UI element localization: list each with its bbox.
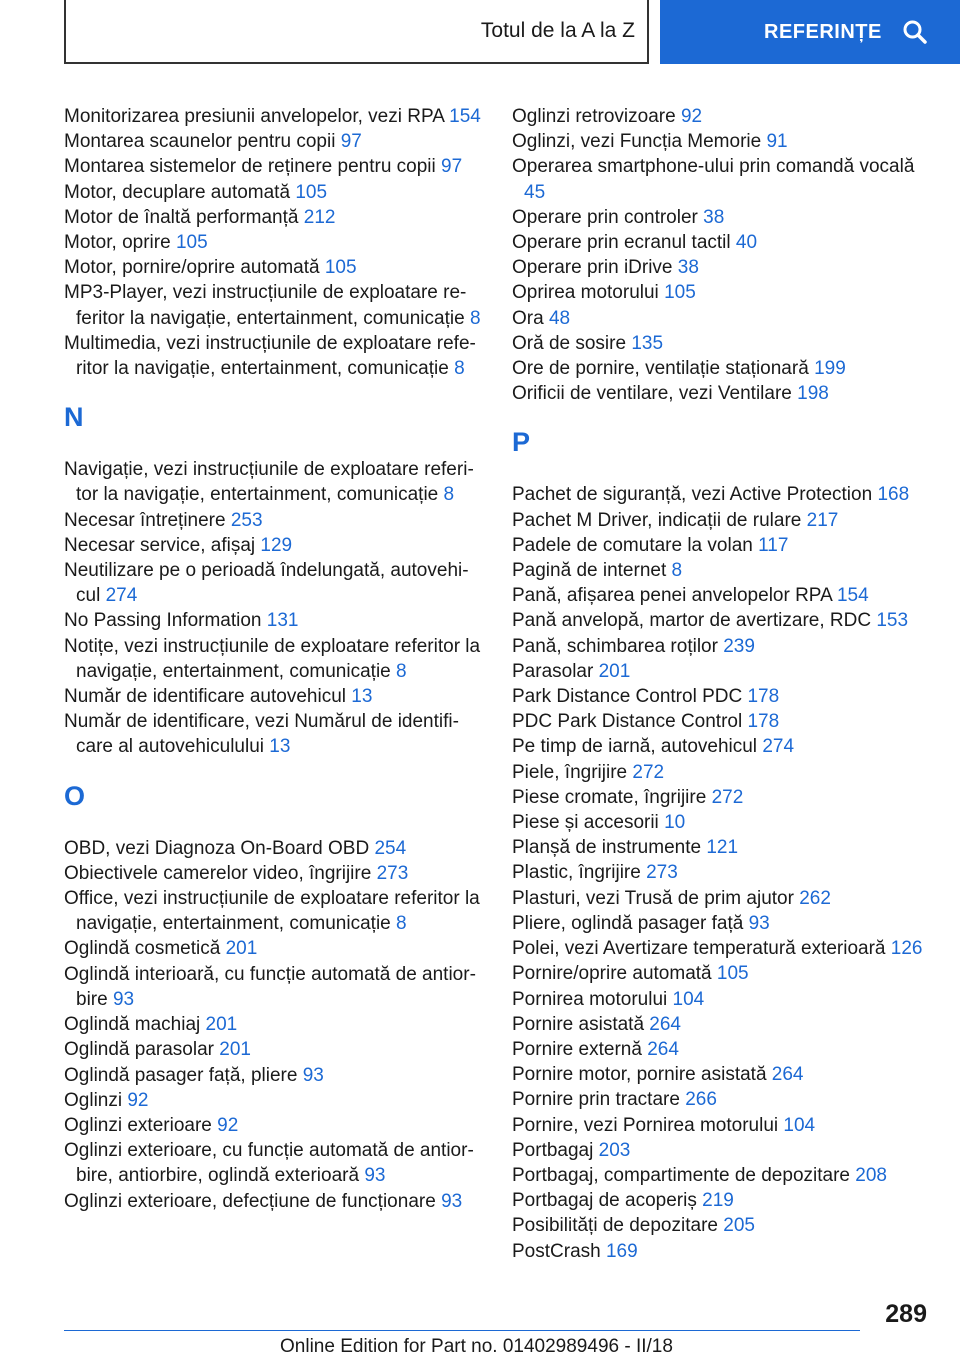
index-page-link[interactable]: 198 (797, 383, 829, 405)
index-entry-text: Planșă de instrumente (512, 837, 702, 859)
index-entry-text: Motor, oprire (64, 232, 171, 254)
index-entry-text: Padele de comutare la volan (512, 534, 753, 556)
index-entry (512, 634, 932, 659)
index-entry (64, 1088, 484, 1113)
index-page-link[interactable]: 212 (303, 206, 336, 228)
index-entry-text: Număr de identificare autovehicul (64, 686, 346, 708)
index-entry-text: Operare prin ecranul tactil (512, 232, 731, 254)
index-entry (64, 684, 484, 709)
index-entry (64, 533, 484, 558)
index-entry-text: Portbagaj, compartimente de depozitare (512, 1164, 850, 1186)
index-page-link[interactable]: 121 (706, 837, 739, 859)
index-entry (512, 1163, 932, 1188)
index-page-link[interactable]: 273 (376, 862, 409, 884)
index-entry-text: PDC Park Distance Control (512, 711, 743, 733)
index-entry-text: Operarea smartphone-ului prin comandă vocală (512, 156, 915, 178)
index-page-link[interactable]: 273 (646, 862, 678, 884)
index-entry-text: Piele, îngrijire (512, 761, 628, 783)
index-page-link[interactable]: 266 (685, 1089, 717, 1111)
index-page-link[interactable]: 105 (175, 232, 208, 254)
index-entry-text: Pornire prin tractare (512, 1089, 680, 1111)
index-page-link[interactable]: 40 (735, 232, 758, 254)
index-page-link[interactable]: 117 (758, 534, 789, 556)
index-entry (64, 230, 484, 255)
index-entry-text: Pornire asistată (512, 1013, 645, 1035)
index-entry (64, 457, 484, 507)
index-entry (512, 760, 932, 785)
index-entry-text: Navigație, vezi instrucțiunile de exploatare referitor la navigație, entertainment, comunicație (64, 459, 474, 506)
index-entry-text: Pagină de internet (512, 560, 667, 582)
index-entry (64, 508, 484, 533)
index-entry-text: Pliere, oglindă pasager față (512, 912, 744, 934)
index-page-link[interactable]: 199 (814, 358, 846, 380)
index-entry-text: Oglinzi exterioare, cu funcție automată de antiorbire, antiorbire, oglindă exterioară (64, 1140, 474, 1187)
index-page-link[interactable]: 105 (295, 181, 328, 203)
index-entry-text: Oglindă machiaj (64, 1014, 201, 1036)
index-entry (64, 280, 484, 330)
index-page-link[interactable]: 264 (771, 1064, 804, 1086)
index-entry (512, 734, 932, 759)
index-entry (64, 886, 484, 936)
index-entry-text: Pană anvelopă, martor de avertizare, RDC (512, 610, 872, 632)
index-page-link[interactable]: 239 (723, 635, 755, 657)
index-entry-text: Oglindă cosmetică (64, 938, 221, 960)
index-page-link[interactable]: 8 (454, 358, 465, 380)
index-entry (512, 154, 932, 204)
index-entry (512, 533, 932, 558)
index-page-link[interactable]: 219 (702, 1190, 734, 1212)
index-page-link[interactable]: 97 (340, 131, 362, 153)
index-page-link[interactable]: 131 (266, 610, 299, 632)
index-page-link[interactable]: 201 (225, 938, 258, 960)
index-entry-text: Oglinzi retrovizoare (512, 106, 676, 127)
index-page-link[interactable]: 13 (269, 736, 291, 758)
index-entry-text: Necesar întreținere (64, 509, 226, 531)
index-page-link[interactable]: 10 (664, 812, 686, 834)
index-page-link[interactable]: 154 (449, 106, 481, 127)
index-page-link[interactable]: 105 (324, 257, 357, 279)
index-entry-text: Oglinzi exterioare (64, 1114, 212, 1136)
index-entry (512, 1213, 932, 1238)
index-entry (512, 129, 932, 154)
index-page-link[interactable]: 264 (649, 1013, 681, 1035)
index-page-link[interactable]: 48 (548, 307, 571, 329)
index-page-link[interactable]: 126 (890, 938, 923, 960)
index-entry (512, 860, 932, 885)
index-entry-text: No Passing Information (64, 610, 262, 632)
index-entry-text: Motor de înaltă performanță (64, 206, 299, 228)
index-entry-text: Plasturi, vezi Trusă de prim ajutor (512, 887, 794, 909)
index-entry (512, 1113, 932, 1138)
index-entry-text: Piese cromate, îngrijire (512, 786, 707, 808)
index-entry (512, 482, 932, 507)
index-entry (64, 962, 484, 1012)
index-entry-text: Park Distance Control PDC (512, 686, 743, 708)
index-entry (512, 381, 932, 406)
index-entry-text: Montarea scaunelor pentru copii (64, 131, 336, 153)
index-page-link[interactable]: 201 (598, 660, 631, 682)
index-entry (64, 1189, 484, 1214)
index-entry (64, 129, 484, 154)
index-entry-text: Plastic, îngrijire (512, 862, 641, 884)
index-entry-text: Pornire, vezi Pornirea motorului (512, 1114, 779, 1136)
index-entry (512, 961, 932, 986)
index-entry (64, 104, 484, 129)
index-entry-text: OBD, vezi Diagnoza On-Board OBD (64, 837, 370, 859)
index-entry-text: MP3-Player, vezi instrucțiunile de exploatare referitor la navigație, entertainment, comunicație (64, 282, 467, 329)
index-entry (64, 1012, 484, 1037)
index-entry-text: Orificii de ventilare, vezi Ventilare (512, 383, 792, 405)
index-entry (512, 1087, 932, 1112)
index-entry (512, 1062, 932, 1087)
index-page-link[interactable]: 45 (524, 181, 546, 203)
index-page-link[interactable]: 92 (680, 106, 703, 127)
index-entry (512, 356, 932, 381)
index-entry (512, 104, 932, 129)
index-page-link[interactable]: 201 (219, 1039, 251, 1061)
index-page-link[interactable]: 264 (647, 1038, 679, 1060)
index-entry (512, 886, 932, 911)
index-entry (512, 306, 932, 331)
index-page-link[interactable]: 8 (469, 307, 481, 329)
index-entry-text: Pornire/oprire automată (512, 963, 712, 985)
index-page-link[interactable]: 201 (205, 1014, 238, 1036)
index-entry-text: Parasolar (512, 660, 594, 682)
index-entry (512, 936, 932, 961)
index-entry-text: Office, vezi instrucțiunile de exploatare referitor la navigație, entertainment, comunicație (64, 888, 480, 935)
index-page-link[interactable]: 93 (364, 1165, 386, 1187)
index-page-link[interactable]: 8 (396, 913, 407, 935)
index-entry (64, 634, 484, 684)
index-entry (64, 205, 484, 230)
index-page-link[interactable]: 92 (127, 1089, 149, 1111)
index-page-link[interactable]: 153 (876, 610, 909, 632)
index-entry-text: Multimedia, vezi instrucțiunile de exploatare referitor la navigație, entertainment, comunicație (64, 332, 476, 380)
index-entry-text: Posibilități de depozitare (512, 1215, 718, 1237)
index-column-left (64, 104, 484, 1214)
index-entry (64, 861, 484, 886)
index-entry-text: Oglinzi (64, 1089, 123, 1111)
index-entry-text: Operare prin iDrive (512, 257, 673, 279)
index-entry-text: Număr de identificare, vezi Numărul de identificare al autovehiculului (64, 711, 459, 758)
index-page-link[interactable]: 91 (766, 131, 788, 153)
index-entry (64, 709, 484, 759)
index-entry (512, 280, 932, 305)
index-page-link[interactable]: 38 (703, 206, 725, 228)
index-entry-text: Oglinzi exterioare, defecțiune de funcționare (64, 1190, 436, 1212)
index-page-link[interactable]: 8 (671, 560, 683, 582)
index-page-link[interactable]: 92 (217, 1114, 239, 1136)
index-entry (512, 987, 932, 1012)
index-entry (512, 659, 932, 684)
index-entry (512, 709, 932, 734)
index-entry (512, 1239, 932, 1264)
index-entry-text: Pe timp de iarnă, autovehicul (512, 736, 758, 758)
index-entry (512, 785, 932, 810)
index-entry-text: Oprirea motorului (512, 282, 659, 304)
index-entry-text: Piese și accesorii (512, 812, 659, 834)
index-entry-text: Portbagaj de acoperiș (512, 1190, 697, 1212)
index-entry-text: Monitorizarea presiunii anvelopelor, vezi RPA (64, 106, 444, 127)
index-page-link[interactable]: 154 (836, 585, 869, 607)
index-page-link[interactable]: 8 (396, 660, 407, 682)
index-entry-text: PostCrash (512, 1240, 601, 1262)
index-entry (64, 1037, 484, 1062)
index-page-link[interactable]: 203 (598, 1139, 631, 1161)
index-column-right (512, 104, 932, 1264)
index-entry (512, 911, 932, 936)
index-entry (64, 936, 484, 961)
index-page-link[interactable]: 168 (877, 484, 910, 506)
index-entry-text: Pană, afișarea penei anvelopelor RPA (512, 585, 832, 607)
index-page-link[interactable]: 178 (747, 711, 780, 733)
index-entry (512, 1138, 932, 1163)
footer-edition: Online Edition for Part no. 01402989496 - II/18 (280, 1336, 673, 1357)
index-page-link[interactable]: 169 (605, 1240, 638, 1262)
index-entry (512, 205, 932, 230)
index-entry-text: Oglinzi, vezi Funcția Memorie (512, 131, 762, 153)
index-entry (512, 230, 932, 255)
index-page-link[interactable]: 8 (443, 484, 455, 506)
index-entry-text: Montarea sistemelor de reținere pentru copii (64, 156, 436, 178)
index-entry-text: Notițe, vezi instrucțiunile de exploatare referitor la navigație, entertainment, comunicație (64, 635, 481, 682)
index-entry-text: Portbagaj (512, 1139, 594, 1161)
index-page-link[interactable]: 217 (806, 509, 839, 531)
index-page-link[interactable]: 104 (783, 1114, 816, 1136)
index-letter-heading: P (512, 427, 531, 458)
index-entry-text: Oră de sosire (512, 332, 627, 354)
index-page-link[interactable]: 262 (799, 887, 831, 909)
index-entry (512, 1012, 932, 1037)
index-entry-text: Oglindă parasolar (64, 1039, 214, 1061)
index-entry-text: Operare prin controler (512, 206, 698, 228)
index-entry (512, 331, 932, 356)
index-page-link[interactable]: 93 (302, 1064, 324, 1086)
index-letter-heading: O (64, 780, 86, 811)
index-page-link[interactable]: 208 (855, 1164, 887, 1186)
index-page-link[interactable]: 93 (112, 988, 135, 1010)
section-title: Totul de la A la Z (480, 19, 635, 42)
index-entry (512, 1188, 932, 1213)
index-entry (64, 154, 484, 179)
index-page-link[interactable]: 274 (762, 736, 795, 758)
index-page-link[interactable]: 274 (105, 585, 138, 607)
index-entry (64, 1138, 484, 1188)
index-page-link[interactable]: 135 (631, 332, 664, 354)
index-entry (64, 1063, 484, 1088)
index-page-link[interactable]: 93 (748, 912, 770, 934)
index-page-link[interactable]: 272 (632, 761, 665, 783)
index-entry-text: Motor, decuplare automată (64, 181, 291, 203)
index-entry (512, 508, 932, 533)
index-entry-text: Pană, schimbarea roților (512, 635, 718, 657)
index-entry (64, 1113, 484, 1138)
index-entry-text: Necesar service, afișaj (64, 534, 256, 556)
index-page-link[interactable]: 272 (711, 786, 744, 808)
index-entry (64, 836, 484, 861)
index-entry (512, 608, 932, 633)
index-entry-text: Pornire motor, pornire asistată (512, 1064, 767, 1086)
index-page-link[interactable]: 254 (374, 837, 407, 859)
index-page-link[interactable]: 105 (664, 282, 696, 304)
index-entry (64, 255, 484, 280)
page-number: 289 (885, 1300, 927, 1328)
index-entry-text: Ora (512, 307, 544, 329)
index-entry-text: Obiectivele camerelor video, îngrijire (64, 862, 372, 884)
index-entry-text: Ore de pornire, ventilație staționară (512, 358, 809, 380)
index-entry-text: Pachet de siguranță, vezi Active Protection (512, 484, 873, 506)
index-page-link[interactable]: 205 (723, 1215, 755, 1237)
index-entry (64, 608, 484, 633)
index-entry (64, 558, 484, 608)
index-page-link[interactable]: 13 (351, 686, 373, 708)
index-entry-text: Pornirea motorului (512, 988, 668, 1010)
index-entry-text: Motor, pornire/oprire automată (64, 257, 320, 279)
index-entry (512, 835, 932, 860)
index-page-link[interactable]: 105 (716, 963, 749, 985)
index-entry (64, 331, 484, 381)
index-page-link[interactable]: 178 (747, 686, 780, 708)
index-entry-text: Polei, vezi Avertizare temperatură exterioară (512, 938, 886, 960)
index-entry (512, 1037, 932, 1062)
index-entry (512, 255, 932, 280)
section-title-box (64, 0, 649, 64)
index-entry-text: Oglindă pasager față, pliere (64, 1064, 298, 1086)
index-page-link[interactable]: 97 (441, 156, 463, 178)
index-letter-heading: N (64, 402, 84, 433)
references-tab-label: REFERINȚE (764, 20, 882, 43)
index-entry (512, 810, 932, 835)
index-entry-text: Pachet M Driver, indicații de rulare (512, 509, 802, 531)
index-entry (64, 180, 484, 205)
index-page-link[interactable]: 93 (441, 1190, 463, 1212)
index-entry (512, 583, 932, 608)
index-page-link[interactable]: 104 (672, 988, 705, 1010)
index-entry (512, 684, 932, 709)
index-entry-text: Oglindă interioară, cu funcție automată de antiorbire (64, 963, 476, 1010)
index-entry-text: Pornire externă (512, 1038, 642, 1060)
references-tab[interactable] (660, 0, 960, 64)
search-icon[interactable] (902, 19, 928, 45)
index-entry (512, 558, 932, 583)
footer-divider (64, 1330, 860, 1331)
index-page-link[interactable]: 253 (230, 509, 263, 531)
index-page-link[interactable]: 129 (260, 534, 293, 556)
index-page-link[interactable]: 38 (677, 257, 699, 279)
index-entry-text: Neutilizare pe o perioadă îndelungată, autovehicul (64, 560, 469, 607)
